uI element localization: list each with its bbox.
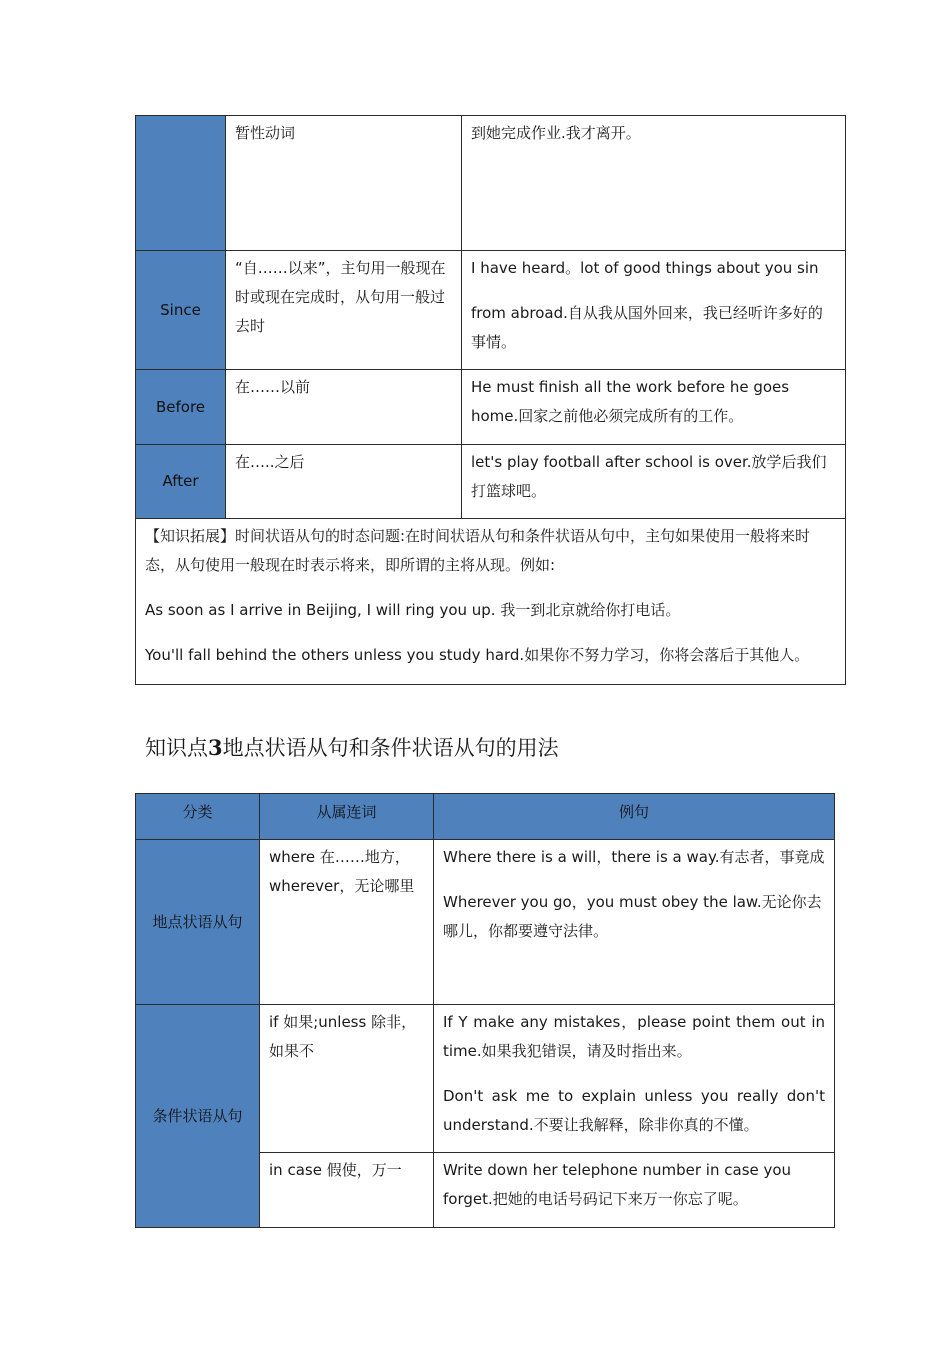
header-example: 例句 <box>434 794 835 840</box>
section-heading: 知识点3地点状语从句和条件状语从句的用法 <box>145 735 559 760</box>
header-conjunction: 从属连词 <box>260 794 434 840</box>
category-place: 地点状语从句 <box>136 840 260 1005</box>
table-row <box>136 1005 835 1153</box>
conjunction-cell: in case 假使，万一 <box>260 1153 434 1228</box>
time-clause-table <box>135 115 846 685</box>
place-condition-clause-table <box>135 793 835 1228</box>
usage-cell: 在……以前 <box>226 370 462 445</box>
table-row <box>136 116 846 251</box>
conjunction-cell: if 如果;unless 除非，如果不 <box>260 1005 434 1153</box>
row-label: Before <box>136 370 226 445</box>
table-row <box>136 370 846 445</box>
row-label <box>136 116 226 251</box>
knowledge-extension-row <box>136 519 846 685</box>
example-cell: 到她完成作业.我才离开。 <box>462 116 846 251</box>
table-row <box>136 840 835 1005</box>
row-label: Since <box>136 251 226 370</box>
example-cell: He must finish all the work before he goes home.回家之前他必须完成所有的工作。 <box>462 370 846 445</box>
knowledge-extension-cell: 【知识拓展】时间状语从句的时态问题:在时间状语从句和条件状语从句中，主句如果使用一般将来时态，从句使用一般现在时表示将来，即所谓的主将从现。例如: As soon as I arrive in Beijing, I will ring you up. 我一到北京就给你打电话。 You'll fall behind the others unless you study hard.如果你不努力学习，你将会落后于其他人。 <box>136 519 846 685</box>
conjunction-cell: where 在……地方，wherever，无论哪里 <box>260 840 434 1005</box>
example-cell: Where there is a will，there is a way.有志者，事竟成 Wherever you go，you must obey the law.无论你去哪儿，你都要遵守法律。 <box>434 840 835 1005</box>
table-row <box>136 251 846 370</box>
usage-cell: 暂性动词 <box>226 116 462 251</box>
category-condition: 条件状语从句 <box>136 1005 260 1228</box>
header-category: 分类 <box>136 794 260 840</box>
example-cell: Write down her telephone number in case you forget.把她的电话号码记下来万一你忘了呢。 <box>434 1153 835 1228</box>
example-cell: If Y make any mistakes，please point them out in time.如果我犯错误，请及时指出来。 Don't ask me to explain unless you really don't understand.不要让我解释，除非你真的不懂。 <box>434 1005 835 1153</box>
table-row <box>136 445 846 519</box>
usage-cell: 在…..之后 <box>226 445 462 519</box>
row-label: After <box>136 445 226 519</box>
example-cell: let's play football after school is over.放学后我们打篮球吧。 <box>462 445 846 519</box>
example-cell: I have heard。lot of good things about you sin from abroad.自从我从国外回来，我已经听许多好的事情。 <box>462 251 846 370</box>
table-header-row <box>136 794 835 840</box>
usage-cell: “自……以来”，主句用一般现在时或现在完成时，从句用一般过去时 <box>226 251 462 370</box>
